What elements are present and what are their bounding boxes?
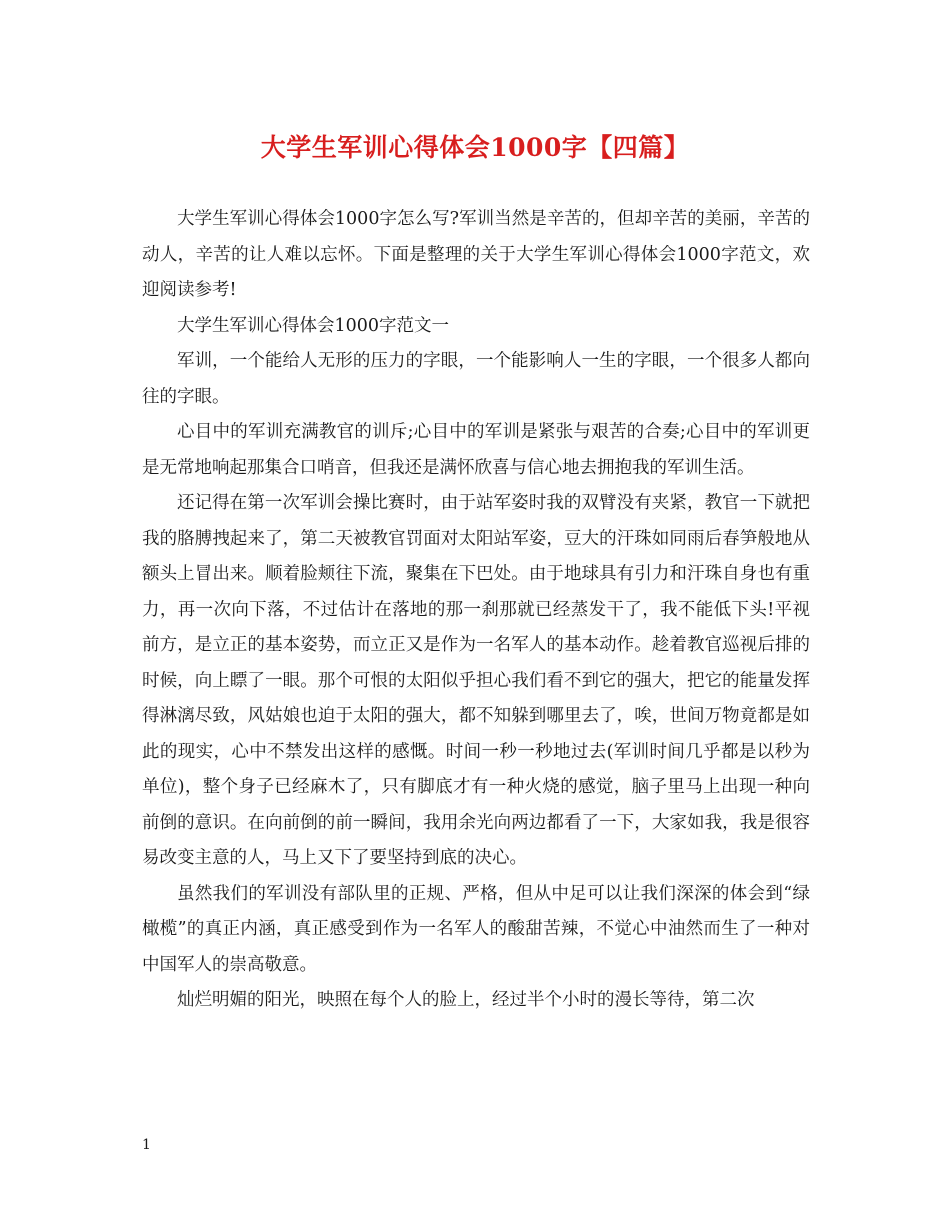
paragraph: 灿烂明媚的阳光，映照在每个人的脸上，经过半个小时的漫长等待，第二次 <box>177 990 755 1010</box>
document-title: 大学生军训心得体会1000字【四篇】 <box>260 133 690 162</box>
document-body <box>142 202 810 1019</box>
paragraph: 军训，一个能给人无形的压力的字眼，一个能影响人一生的字眼，一个很多人都向往的字眼。 <box>142 351 810 407</box>
paragraph: 虽然我们的军训没有部队里的正规、严格，但从中足可以让我们深深的体会到“绿橄榄”的真正内涵，真正感受到作为一名军人的酸甜苦辣，不觉心中油然而生了一种对中国军人的崇高敬意。 <box>142 883 810 975</box>
page-number: 1 <box>142 1137 151 1153</box>
paragraph: 心目中的军训充满教官的训斥;心目中的军训是紧张与艰苦的合奏;心目中的军训更是无常地响起那集合口哨音，但我还是满怀欣喜与信心地去拥抱我的军训生活。 <box>142 422 810 478</box>
paragraph-intro: 大学生军训心得体会1000字怎么写?军训当然是辛苦的，但却辛苦的美丽，辛苦的动人，辛苦的让人难以忘怀。下面是整理的关于大学生军训心得体会1000字范文，欢迎阅读参考! <box>142 209 810 300</box>
paragraph-section-heading: 大学生军训心得体会1000字范文一 <box>177 315 450 336</box>
paragraph: 还记得在第一次军训会操比赛时，由于站军姿时我的双臂没有夹紧，教官一下就把我的胳膊拽起来了，第二天被教官罚面对太阳站军姿，豆大的汗珠如同雨后春笋般地从额头上冒出来。顺着脸颊往下流，聚集在下巴处。由于地球具有引力和汗珠自身也有重力，再一次向下落，不过估计在落地的那一刹那就已经蒸发干了，我不能低下头!平视前方，是立正的基本姿势，而立正又是作为一名军人的基本动作。趁着教官巡视后排的时候，向上瞟了一眼。那个可恨的太阳似乎担心我们看不到它的强大，把它的能量发挥得淋漓尽致，风姑娘也迫于太阳的强大，都不知躲到哪里去了，唉，世间万物竟都是如此的现实，心中不禁发出这样的感慨。时间一秒一秒地过去(军训时间几乎都是以秒为单位)，整个身子已经麻木了，只有脚底才有一种火烧的感觉，脑子里马上出现一种向前倒的意识。在向前倒的前一瞬间，我用余光向两边都看了一下，大家如我，我是很容易改变主意的人，马上又下了要坚持到底的决心。 <box>142 493 810 868</box>
